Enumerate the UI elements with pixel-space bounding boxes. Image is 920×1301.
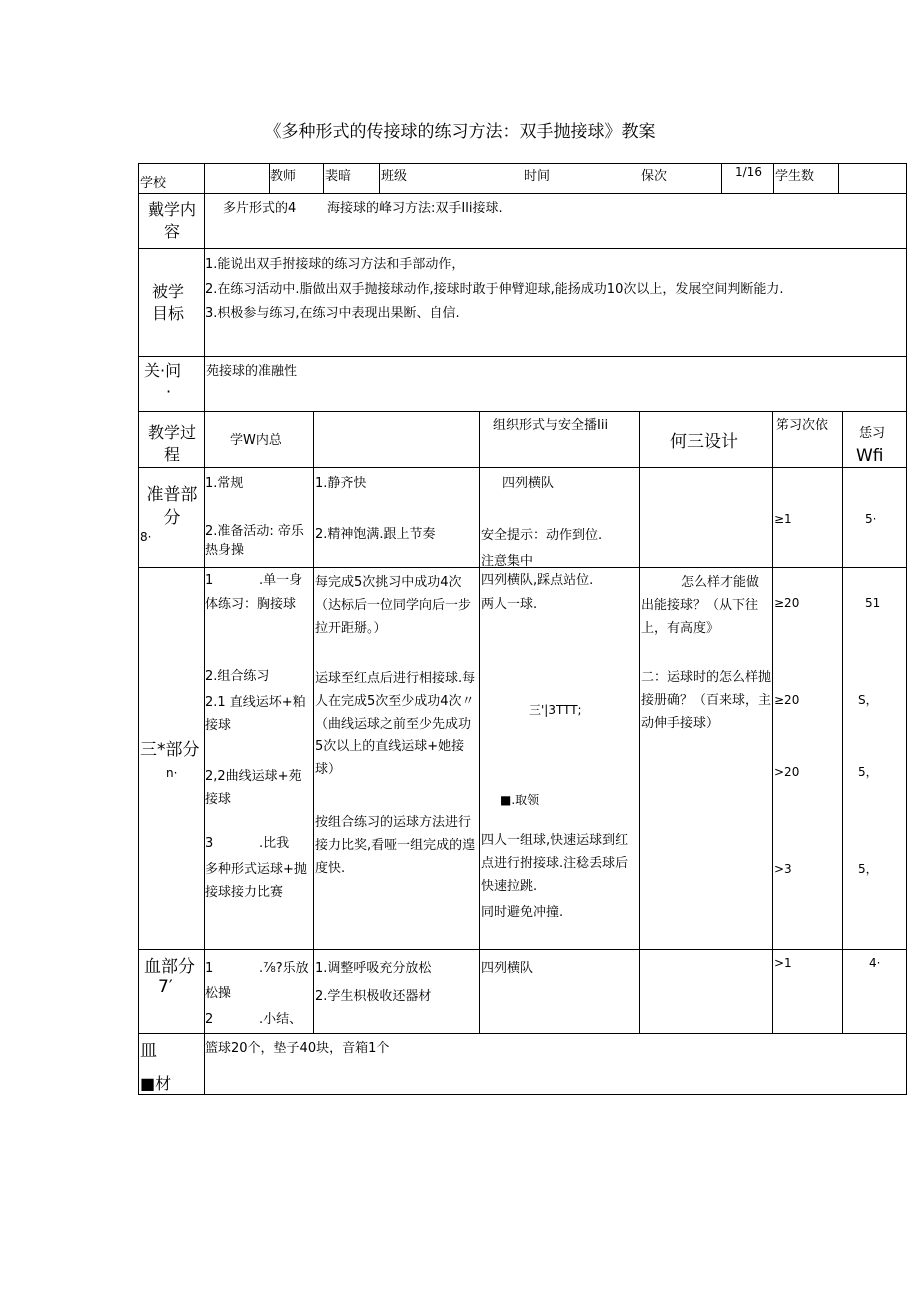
col-line xyxy=(838,163,839,193)
basic-req-2: 运球至红点后进行相接球.每人在完成5次至少成功4次〃（曲线运球之前至少先成功5次以上的直线运球+她接球） xyxy=(315,671,476,777)
basic-time-1: 51 xyxy=(865,596,881,610)
col-line xyxy=(204,163,205,1095)
basic-org-diagram: 三'|3TTT; xyxy=(529,703,582,717)
row-line xyxy=(138,1094,907,1095)
basic-c1-text: .单一身 xyxy=(259,573,303,588)
basic-req-1: 每完成5次挑习中成功4次（达标后一位同学向后一步拉开距掰。） xyxy=(315,575,472,636)
process-label: 教学过程 xyxy=(147,423,196,464)
basic-count-4: >3 xyxy=(774,862,792,876)
basic-design-1: 怎么样才能做出能接球？（从下往上，有高度》 xyxy=(641,575,760,636)
objective-item: 1.能说出双手拊接球的练习方法和手部动作， xyxy=(205,257,465,272)
col-time-header-sub: Wfi xyxy=(856,446,884,466)
basic-c1-more: 体练习：胸接球 xyxy=(205,597,297,612)
col-line xyxy=(313,411,314,1033)
basic-c21: 2.1 直线运坏+粕接球 xyxy=(205,695,306,733)
row-line xyxy=(138,248,907,249)
key-label: 关·问 xyxy=(144,361,182,380)
basic-time-3: 5， xyxy=(858,765,878,779)
row-line xyxy=(138,467,907,468)
prep-org-3: 注意集中 xyxy=(481,554,534,566)
col-line xyxy=(842,411,843,1033)
end-c1-text: .⅞?乐放 xyxy=(259,961,309,976)
basic-time-2: S， xyxy=(858,693,878,707)
prep-content-1: 1.常规 xyxy=(205,476,244,491)
basic-count-1: ≥20 xyxy=(774,596,800,610)
prep-label: 准普部分 xyxy=(146,485,198,528)
prep-time: 5· xyxy=(865,512,877,526)
end-org: 四列横队 xyxy=(481,961,534,976)
page-title: 《多种形式的传接球的练习方法：双手抛接球》教案 xyxy=(264,122,656,142)
equipment-label-sub: ■材 xyxy=(140,1074,172,1093)
col-line xyxy=(379,163,380,193)
col-line xyxy=(323,163,324,193)
basic-org-5: 四人一组球,快速运球到红点进行拊接球.注稔丢球后快速拉跳. xyxy=(481,833,629,894)
end-time: 4· xyxy=(869,956,881,970)
basic-org-2: 两人一球. xyxy=(481,597,538,612)
class-label: 班级 xyxy=(381,169,408,184)
prep-org-clip xyxy=(480,548,638,566)
row-line xyxy=(138,411,907,412)
basic-time-4: 5， xyxy=(858,862,878,876)
col-line xyxy=(772,411,773,1033)
basic-c3-more: 多种形式运球+抛接球接力比赛 xyxy=(205,862,307,900)
end-label: 血部分 xyxy=(144,957,195,977)
content-label: 戴学内容 xyxy=(147,200,196,241)
end-count: >1 xyxy=(774,956,792,970)
basic-count-2: ≥20 xyxy=(774,693,800,707)
row-line xyxy=(138,163,907,164)
basic-org-6: 同时避免冲撞. xyxy=(481,905,564,920)
end-req-2: 2.学生枳极收还器材 xyxy=(315,989,432,1004)
objective-item: 2.在练习活动中.脂做出双手抛接球动作,接球时敢于伸臂迎球,能扬成功10次以上，发展空间判断能力. xyxy=(205,282,784,297)
end-label-time: 7′ xyxy=(158,977,173,997)
prep-req-1: 1.静齐快 xyxy=(315,476,367,491)
equipment-label: 皿 xyxy=(140,1041,157,1061)
key-text: 苑接球的准融性 xyxy=(206,364,298,379)
teacher-name: 裴暗 xyxy=(325,169,352,184)
col-line xyxy=(906,163,907,1095)
col-content-header: 学W内总 xyxy=(230,433,282,448)
col-line xyxy=(479,411,480,1033)
row-line xyxy=(138,193,907,194)
basic-org-note: ■.取领 xyxy=(500,793,540,807)
prep-org-1: 四列横队 xyxy=(502,476,555,491)
prep-content-2: 2.准备活动: 帝乐热身操 xyxy=(205,524,304,558)
row-line xyxy=(138,356,907,357)
row-line xyxy=(138,1033,907,1034)
basic-c1-num: 1 xyxy=(205,573,214,588)
col-count-header: 笫习次依 xyxy=(776,418,829,433)
row-line xyxy=(138,567,907,568)
basic-c22: 2,2曲线运球+苑接球 xyxy=(205,769,302,807)
basic-count-3: >20 xyxy=(774,765,800,779)
col-line xyxy=(138,163,139,1095)
prep-mark: 8· xyxy=(140,530,152,544)
content-text-a: 多片形式的4 xyxy=(223,201,297,216)
end-req-1: 1.调整呼吸充分放松 xyxy=(315,961,432,976)
end-c2-num: 2 xyxy=(205,1012,214,1027)
basic-mark: n· xyxy=(166,766,178,780)
objectives-label: 被学目标 xyxy=(151,282,184,324)
key-label-dot: · xyxy=(166,382,172,401)
col-line xyxy=(721,163,722,193)
students-label: 学生数 xyxy=(775,169,815,184)
school-label: 学校 xyxy=(140,176,167,191)
col-line xyxy=(639,411,640,1033)
col-line xyxy=(773,163,774,193)
end-c1-more: 松操 xyxy=(205,986,232,1001)
period-label: 保次 xyxy=(641,169,668,184)
basic-label: 三*部分 xyxy=(140,740,200,760)
col-design-header: 何三设计 xyxy=(670,432,738,452)
content-text-b: 海接球的峰习方法:双手Ili接球. xyxy=(327,201,503,216)
basic-req-3: 按组合练习的运球方法进行接力比奖,看哑一组完成的遑度快. xyxy=(315,815,476,876)
time-label: 时间 xyxy=(524,169,551,184)
row-line xyxy=(138,949,907,950)
equipment-text: 篮球20个，垫子40块，音箱1个 xyxy=(205,1041,390,1056)
basic-org-1: 四列横队,踩点站位. xyxy=(481,573,594,588)
teacher-label: 教师 xyxy=(270,169,297,184)
col-org-header: 组织形式与安全播Iii xyxy=(493,418,609,433)
objective-item: 3.枳极参与练习,在练习中表现出果断、自信. xyxy=(205,306,460,321)
end-c1-num: 1 xyxy=(205,961,214,976)
prep-count: ≥1 xyxy=(774,512,792,526)
basic-c3-text: .比我 xyxy=(259,836,290,851)
period-value: 1/16 xyxy=(735,165,762,179)
basic-c3-num: 3 xyxy=(205,836,214,851)
prep-org-2: 安全提示：动作到位. xyxy=(481,528,603,543)
end-c2-text: .小结、 xyxy=(259,1012,303,1027)
col-time-header: 恁习 xyxy=(859,426,886,441)
basic-c2: 2.组合练习 xyxy=(205,669,270,684)
basic-design-2: 二：运球时的怎么样抛接册确？（百来球，主动伸手接球） xyxy=(641,670,772,731)
prep-req-2: 2.精神饱满.跟上节奏 xyxy=(315,527,436,542)
